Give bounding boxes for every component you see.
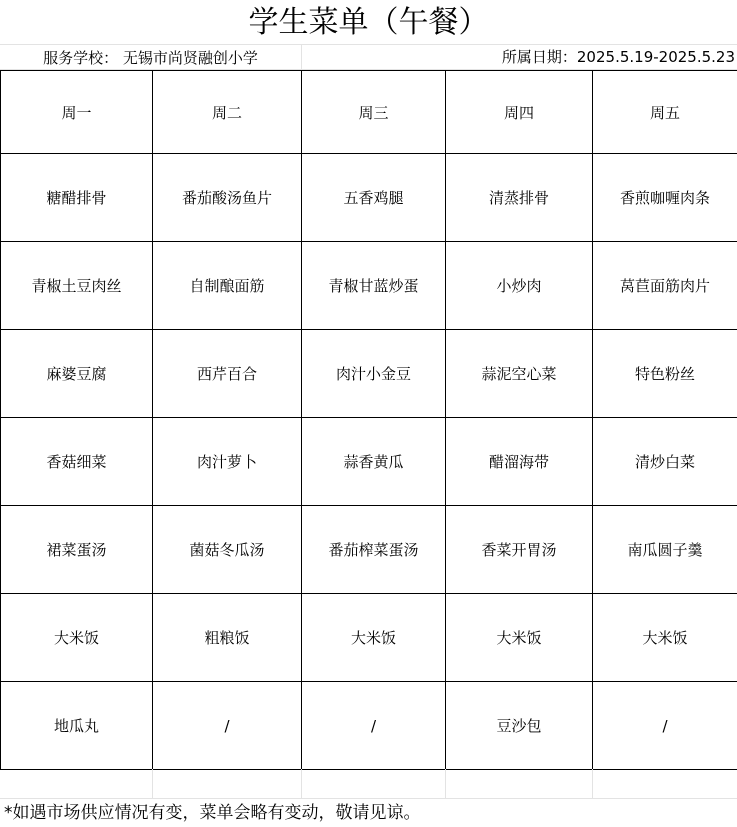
school-label: 服务学校： 无锡市尚贤融创小学 (43, 49, 258, 67)
menu-cell: 裙菜蛋汤 (1, 506, 153, 594)
footnote: *如遇市场供应情况有变，菜单会略有变动，敬请见谅。 (4, 803, 421, 823)
menu-table (0, 70, 737, 770)
empty-spreadsheet-row (0, 769, 737, 799)
day-header-wed: 周三 (302, 71, 446, 154)
info-row (0, 44, 737, 70)
menu-cell: 肉汁小金豆 (302, 330, 446, 418)
menu-cell: 蒜泥空心菜 (446, 330, 593, 418)
menu-cell: 麻婆豆腐 (1, 330, 153, 418)
menu-cell: 大米饭 (593, 594, 737, 682)
menu-cell: 大米饭 (302, 594, 446, 682)
menu-cell: 小炒肉 (446, 242, 593, 330)
day-header-fri: 周五 (593, 71, 737, 154)
menu-cell: 粗粮饭 (153, 594, 302, 682)
page-title: 学生菜单（午餐） (248, 5, 489, 40)
menu-cell: / (153, 682, 302, 770)
menu-cell: / (593, 682, 737, 770)
date-range-label: 所属日期：2025.5.19-2025.5.23 (501, 48, 735, 66)
menu-cell: 青椒土豆肉丝 (1, 242, 153, 330)
table-row (1, 682, 737, 770)
menu-cell: 醋溜海带 (446, 418, 593, 506)
menu-cell: 豆沙包 (446, 682, 593, 770)
table-row (1, 418, 737, 506)
table-row (1, 154, 737, 242)
menu-cell: 青椒甘蓝炒蛋 (302, 242, 446, 330)
table-row (1, 506, 737, 594)
menu-cell: 香菜开胃汤 (446, 506, 593, 594)
menu-cell: / (302, 682, 446, 770)
menu-cell: 蒜香黄瓜 (302, 418, 446, 506)
menu-cell: 南瓜圆子羹 (593, 506, 737, 594)
menu-cell: 菌菇冬瓜汤 (153, 506, 302, 594)
menu-cell: 特色粉丝 (593, 330, 737, 418)
menu-cell: 糖醋排骨 (1, 154, 153, 242)
menu-cell: 清炒白菜 (593, 418, 737, 506)
menu-cell: 莴苣面筋肉片 (593, 242, 737, 330)
table-row (1, 330, 737, 418)
menu-cell: 番茄榨菜蛋汤 (302, 506, 446, 594)
menu-cell: 肉汁萝卜 (153, 418, 302, 506)
day-header-thu: 周四 (446, 71, 593, 154)
table-row (1, 242, 737, 330)
menu-cell: 大米饭 (446, 594, 593, 682)
menu-cell: 大米饭 (1, 594, 153, 682)
menu-cell: 五香鸡腿 (302, 154, 446, 242)
menu-cell: 香菇细菜 (1, 418, 153, 506)
menu-cell: 西芹百合 (153, 330, 302, 418)
menu-cell: 番茄酸汤鱼片 (153, 154, 302, 242)
menu-cell: 清蒸排骨 (446, 154, 593, 242)
menu-cell: 香煎咖喱肉条 (593, 154, 737, 242)
menu-cell: 地瓜丸 (1, 682, 153, 770)
day-header-row (1, 71, 737, 154)
table-row (1, 594, 737, 682)
day-header-mon: 周一 (1, 71, 153, 154)
day-header-tue: 周二 (153, 71, 302, 154)
menu-cell: 自制酿面筋 (153, 242, 302, 330)
